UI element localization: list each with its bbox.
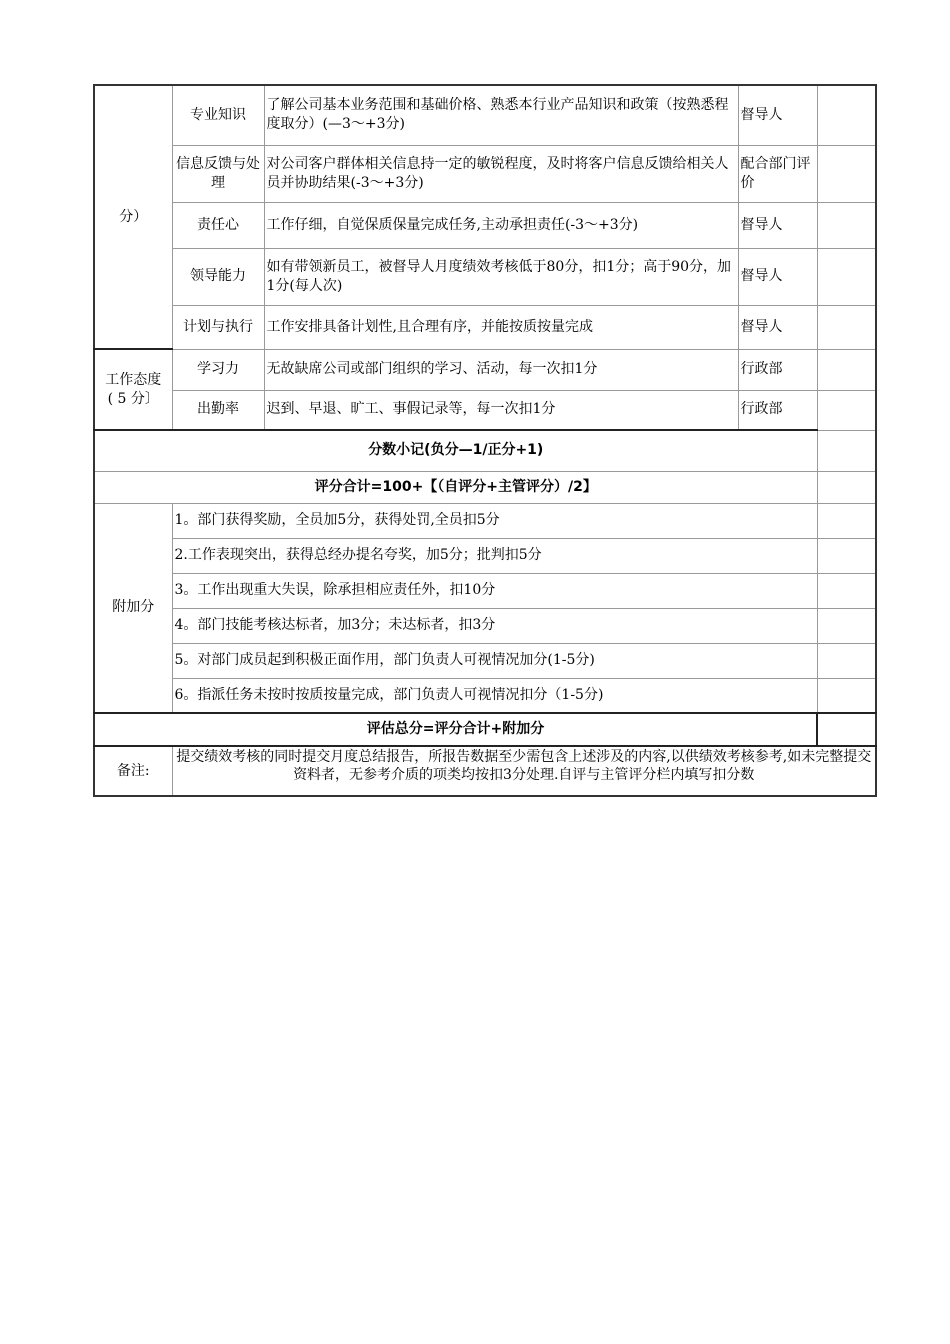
bonus-score-cell[interactable]: [817, 643, 876, 678]
item-name: 出勤率: [172, 390, 264, 430]
bonus-score-cell[interactable]: [817, 538, 876, 573]
score-cell[interactable]: [817, 305, 876, 349]
final-score-label: 评估总分=评分合计+附加分: [94, 713, 817, 746]
total-value-cell[interactable]: [817, 471, 876, 503]
item-name: 信息反馈与处理: [172, 145, 264, 202]
score-cell[interactable]: [817, 349, 876, 390]
item-name: 计划与执行: [172, 305, 264, 349]
section-label-text: 分）: [119, 208, 148, 225]
bonus-score-cell[interactable]: [817, 678, 876, 713]
bonus-item: 3。工作出现重大失误，除承担相应责任外，扣10分: [172, 573, 817, 608]
bonus-item: 4。部门技能考核达标者，加3分；未达标者，扣3分: [172, 608, 817, 643]
score-cell[interactable]: [817, 202, 876, 248]
remarks-label: 备注:: [94, 746, 172, 796]
total-label: 评分合计=100+【（自评分+主管评分）/2】: [94, 471, 817, 503]
section-label-attitude: [94, 349, 172, 430]
score-cell[interactable]: [817, 145, 876, 202]
item-description: 工作安排具备计划性,且合理有序，并能按质按量完成: [264, 305, 738, 349]
item-description: 如有带领新员工，被督导人月度绩效考核低于80分，扣1分；高于90分，加1分(每人次): [264, 248, 738, 305]
item-evaluator: 督导人: [738, 85, 817, 145]
item-evaluator: 督导人: [738, 305, 817, 349]
item-evaluator: 督导人: [738, 202, 817, 248]
section-label-skills: [94, 85, 172, 349]
bonus-score-cell[interactable]: [817, 573, 876, 608]
bonus-item: 5。对部门成员起到积极正面作用，部门负责人可视情况加分(1-5分): [172, 643, 817, 678]
bonus-item: 1。部门获得奖励，全员加5分，获得处罚,全员扣5分: [172, 503, 817, 538]
attitude-label-line2: ( 5 分〕: [107, 390, 159, 407]
item-evaluator: 行政部: [738, 349, 817, 390]
item-description: 对公司客户群体相关信息持一定的敏锐程度，及时将客户信息反馈给相关人员并协助结果(-3～+3分): [264, 145, 738, 202]
item-description: 无故缺席公司或部门组织的学习、活动，每一次扣1分: [264, 349, 738, 390]
score-cell[interactable]: [817, 248, 876, 305]
final-score-cell[interactable]: [817, 713, 876, 746]
score-cell[interactable]: [817, 390, 876, 430]
item-description: 了解公司基本业务范围和基础价格、熟悉本行业产品知识和政策（按熟悉程度取分）(—3～+3分): [264, 85, 738, 145]
subtotal-label: 分数小记(负分—1/正分+1): [94, 430, 817, 471]
item-evaluator: 督导人: [738, 248, 817, 305]
item-name: 学习力: [172, 349, 264, 390]
item-name: 领导能力: [172, 248, 264, 305]
bonus-score-cell[interactable]: [817, 608, 876, 643]
bonus-score-cell[interactable]: [817, 503, 876, 538]
attitude-label-line1: 工作态度: [105, 371, 162, 388]
item-evaluator: 配合部门评价: [738, 145, 817, 202]
item-name: 专业知识: [172, 85, 264, 145]
subtotal-value-cell[interactable]: [817, 430, 876, 471]
performance-review-table: [93, 84, 877, 797]
score-cell[interactable]: [817, 85, 876, 145]
item-description: 工作仔细，自觉保质保量完成任务,主动承担责任(-3～+3分): [264, 202, 738, 248]
remarks-text: 提交绩效考核的同时提交月度总结报告，所报告数据至少需包含上述涉及的内容,以供绩效考核参考,如未完整提交资料者，无参考介质的项类均按扣3分处理.自评与主管评分栏内填写扣分数: [176, 749, 872, 783]
bonus-item: 6。指派任务未按时按质按量完成，部门负责人可视情况扣分（1-5分): [172, 678, 817, 713]
section-label-bonus: 附加分: [94, 503, 172, 713]
item-description: 迟到、早退、旷工、事假记录等，每一次扣1分: [264, 390, 738, 430]
item-name: 责任心: [172, 202, 264, 248]
item-evaluator: 行政部: [738, 390, 817, 430]
remarks-cell: [172, 746, 876, 796]
bonus-item: 2.工作表现突出，获得总经办提名夸奖，加5分；批判扣5分: [172, 538, 817, 573]
